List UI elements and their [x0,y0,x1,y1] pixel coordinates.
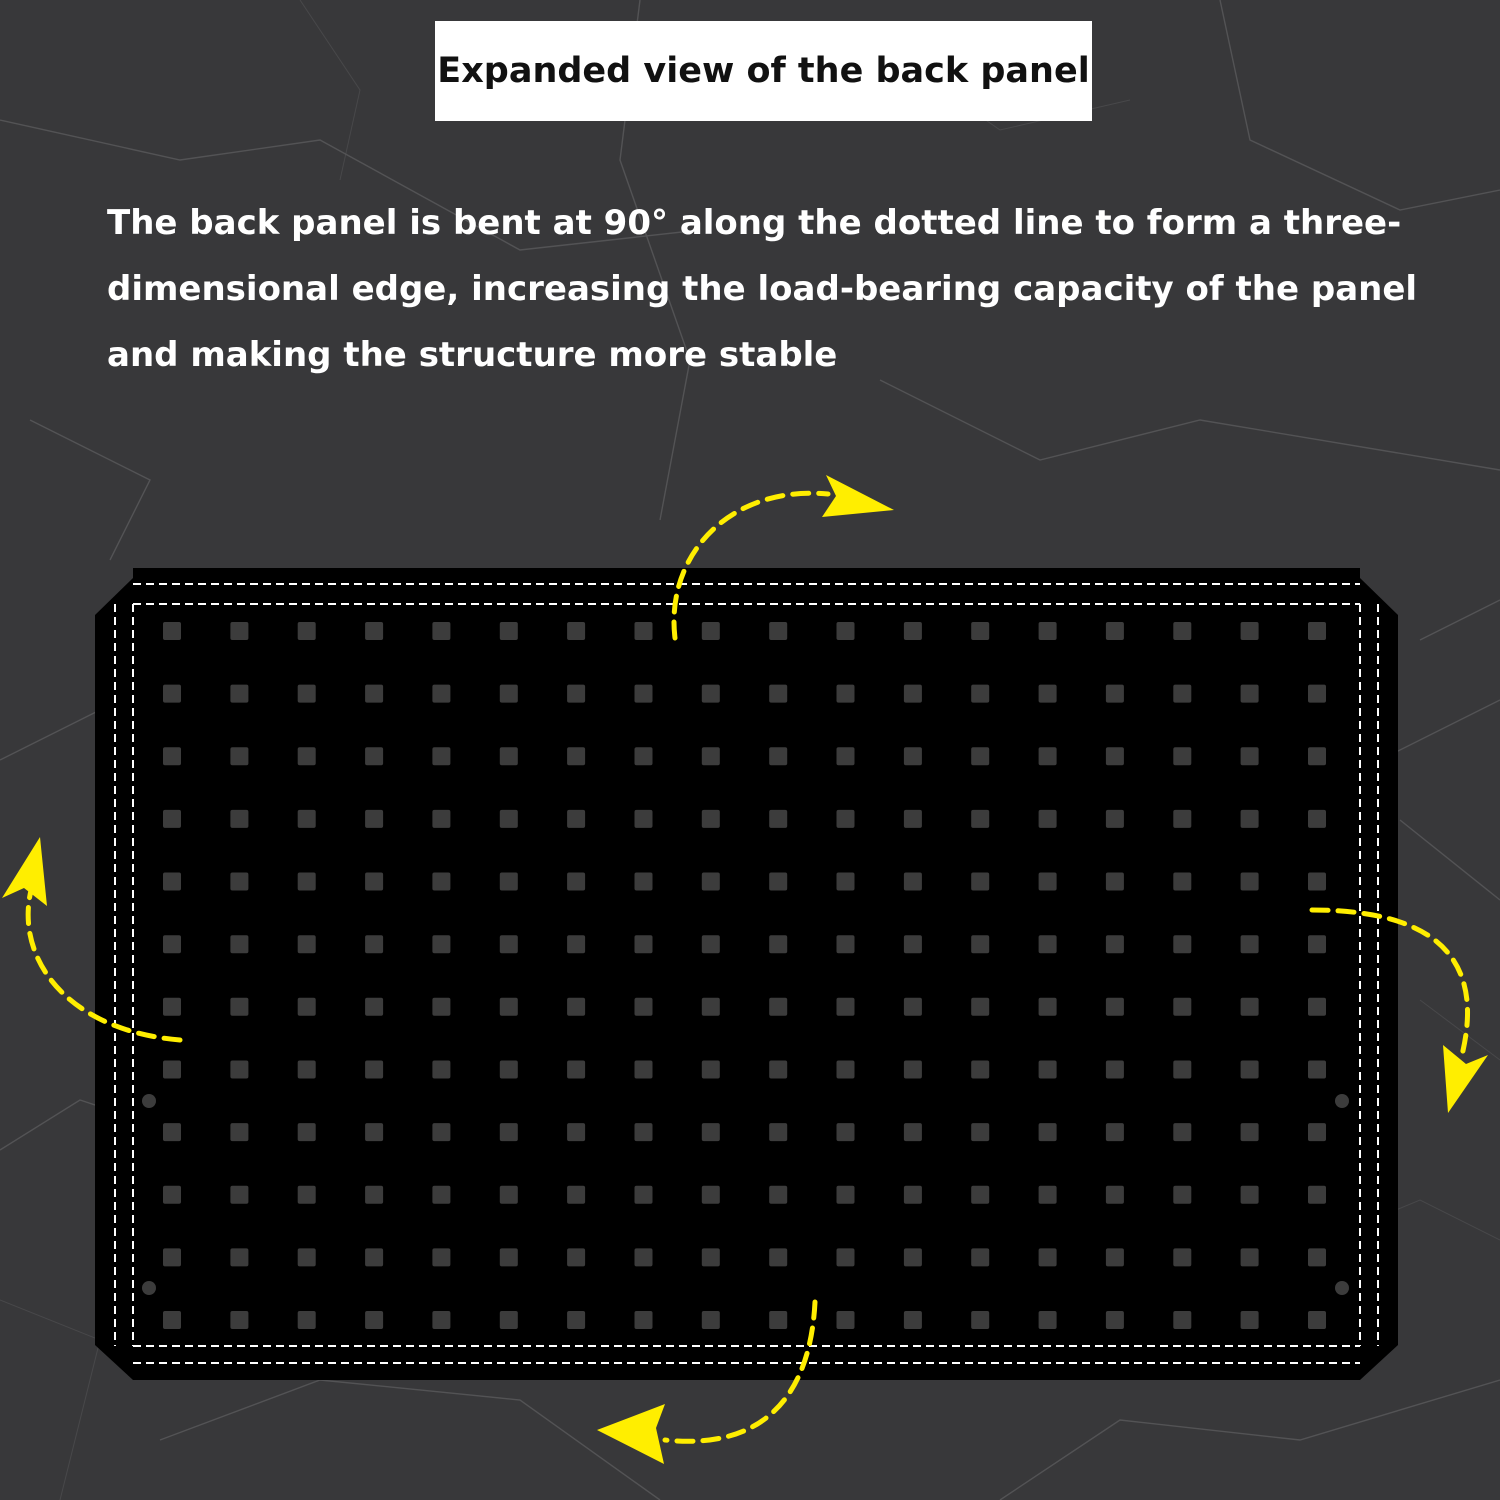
peg-hole [971,1311,989,1329]
peg-hole [837,998,855,1016]
peg-hole [163,1248,181,1266]
peg-hole [837,622,855,640]
peg-hole [230,747,248,765]
peg-hole [500,810,518,828]
peg-hole [971,935,989,953]
peg-hole [904,935,922,953]
peg-hole [702,998,720,1016]
peg-hole [500,935,518,953]
peg-hole [1308,810,1326,828]
peg-hole [769,1123,787,1141]
peg-hole [365,810,383,828]
peg-hole [1039,873,1057,891]
peg-hole [432,935,450,953]
peg-hole [1241,810,1259,828]
peg-hole [567,810,585,828]
peg-hole [163,810,181,828]
peg-hole [1106,998,1124,1016]
peg-hole [702,1248,720,1266]
peg-hole [1173,873,1191,891]
peg-hole [163,1186,181,1204]
peg-hole [1241,935,1259,953]
peg-hole [365,1123,383,1141]
peg-hole [298,622,316,640]
peg-hole [365,1061,383,1079]
peg-hole [904,998,922,1016]
peg-hole [1106,685,1124,703]
peg-hole [1039,622,1057,640]
peg-hole [837,1123,855,1141]
peg-hole [500,685,518,703]
peg-hole [1241,747,1259,765]
peg-hole [567,1248,585,1266]
left-arrowhead [2,837,47,906]
peg-hole [1106,622,1124,640]
peg-hole [702,810,720,828]
peg-hole [365,747,383,765]
peg-hole [904,622,922,640]
peg-hole [230,935,248,953]
peg-hole [298,1061,316,1079]
peg-hole [837,873,855,891]
peg-hole [298,1186,316,1204]
peg-hole [1308,1061,1326,1079]
peg-hole [567,1123,585,1141]
peg-hole [1039,1186,1057,1204]
peg-hole [500,1061,518,1079]
peg-hole [567,1061,585,1079]
peg-hole [702,1061,720,1079]
peg-hole [635,873,653,891]
peg-hole [432,1061,450,1079]
peg-hole [837,1311,855,1329]
peg-hole [365,998,383,1016]
back-panel [95,568,1398,1380]
peg-hole [1173,1123,1191,1141]
peg-hole [567,935,585,953]
peg-hole [1039,935,1057,953]
peg-hole [163,935,181,953]
peg-hole [365,1248,383,1266]
peg-hole [230,1123,248,1141]
peg-hole [230,685,248,703]
peg-hole [837,810,855,828]
peg-hole [769,1248,787,1266]
peg-hole [365,1311,383,1329]
peg-hole [298,998,316,1016]
top-arrowhead [822,475,894,517]
peg-hole [1039,747,1057,765]
peg-hole [1106,810,1124,828]
peg-hole [837,685,855,703]
peg-hole [1241,873,1259,891]
peg-hole [1241,685,1259,703]
peg-hole [1039,1248,1057,1266]
peg-hole [1308,1123,1326,1141]
peg-hole [971,747,989,765]
peg-hole [837,935,855,953]
peg-hole [769,622,787,640]
peg-hole [837,1061,855,1079]
peg-hole [1308,685,1326,703]
peg-hole [702,1311,720,1329]
peg-hole [230,810,248,828]
peg-hole [769,747,787,765]
peg-hole [971,1123,989,1141]
peg-hole [567,685,585,703]
peg-hole [837,1186,855,1204]
peg-hole [163,685,181,703]
peg-hole [163,873,181,891]
peg-hole [567,622,585,640]
peg-hole [702,685,720,703]
peg-hole [567,1311,585,1329]
peg-hole [1173,1311,1191,1329]
peg-hole [1106,1123,1124,1141]
peg-hole [365,873,383,891]
peg-hole [298,1311,316,1329]
peg-hole [432,998,450,1016]
peg-hole [635,935,653,953]
peg-hole [365,935,383,953]
peg-hole [1173,622,1191,640]
peg-hole [163,1061,181,1079]
peg-hole [1173,935,1191,953]
peg-hole [230,622,248,640]
peg-hole [904,873,922,891]
peg-hole [298,685,316,703]
peg-hole [1106,1248,1124,1266]
peg-hole [1106,935,1124,953]
peg-hole [971,1248,989,1266]
peg-hole [702,1186,720,1204]
peg-hole [567,747,585,765]
peg-hole [163,998,181,1016]
peg-hole [1241,1311,1259,1329]
peg-hole [971,685,989,703]
peg-hole [971,1061,989,1079]
peg-hole [1106,747,1124,765]
peg-hole [230,998,248,1016]
peg-hole [432,1123,450,1141]
peg-hole [904,1123,922,1141]
peg-hole [500,622,518,640]
peg-hole [432,1248,450,1266]
peg-hole [500,1248,518,1266]
peg-hole [365,685,383,703]
peg-hole [769,998,787,1016]
peg-hole [635,1061,653,1079]
peg-hole [500,873,518,891]
peg-hole [635,998,653,1016]
peg-hole [163,1123,181,1141]
peg-hole [500,998,518,1016]
peg-hole [432,1311,450,1329]
peg-hole [1173,1248,1191,1266]
peg-hole [1106,1311,1124,1329]
peg-hole [702,747,720,765]
peg-hole [635,1248,653,1266]
peg-hole [1241,1123,1259,1141]
peg-hole [365,1186,383,1204]
peg-hole [298,873,316,891]
peg-hole [971,1186,989,1204]
peg-hole [904,1248,922,1266]
peg-hole [1173,998,1191,1016]
peg-hole [567,873,585,891]
peg-hole [837,747,855,765]
peg-hole [1106,873,1124,891]
peg-hole [635,685,653,703]
peg-hole [1173,1186,1191,1204]
bottom-arrowhead [597,1404,665,1464]
peg-hole [1308,873,1326,891]
peg-hole [1308,1186,1326,1204]
peg-hole [971,622,989,640]
peg-hole [1241,998,1259,1016]
peg-hole [1308,935,1326,953]
peg-hole [1039,685,1057,703]
peg-hole [567,998,585,1016]
peg-hole [1241,1248,1259,1266]
page-title: Expanded view of the back panel [437,51,1090,91]
peg-hole [904,810,922,828]
peg-hole [1106,1061,1124,1079]
peg-hole [702,935,720,953]
peg-hole [769,935,787,953]
peg-hole [702,622,720,640]
peg-hole [1308,622,1326,640]
peg-hole [432,1186,450,1204]
peg-hole [1241,1186,1259,1204]
peg-hole [432,810,450,828]
peg-hole [163,622,181,640]
peg-hole [1106,1186,1124,1204]
peg-hole [971,873,989,891]
peg-hole [432,622,450,640]
peg-hole [298,810,316,828]
peg-hole [635,1123,653,1141]
peg-hole [298,1248,316,1266]
peg-hole [500,1186,518,1204]
peg-hole [500,1311,518,1329]
peg-hole [1173,685,1191,703]
peg-hole [432,873,450,891]
peg-hole [230,1186,248,1204]
peg-hole [635,810,653,828]
peg-hole [904,1311,922,1329]
peg-hole [904,1061,922,1079]
peg-hole [1173,810,1191,828]
peg-hole [971,998,989,1016]
peg-hole [500,1123,518,1141]
peg-hole [1241,1061,1259,1079]
peg-hole [635,622,653,640]
peg-hole [769,810,787,828]
peg-hole [702,1123,720,1141]
peg-hole [1173,1061,1191,1079]
description-text: The back panel is bent at 90° along the dotted line to form a three-dimensional edge, increasing the load-bearing capacity of the panel and making the structure more stable [107,203,1418,375]
peg-hole [1308,747,1326,765]
peg-hole [298,747,316,765]
peg-hole [1039,810,1057,828]
peg-hole [904,747,922,765]
peg-hole [567,1186,585,1204]
peg-hole [1308,1248,1326,1266]
peg-hole [230,1311,248,1329]
peg-hole [163,1311,181,1329]
peg-hole [1308,998,1326,1016]
peg-hole [769,685,787,703]
peg-hole [769,873,787,891]
peg-hole [1308,1311,1326,1329]
peg-hole [635,747,653,765]
peg-hole [635,1311,653,1329]
peg-hole [298,1123,316,1141]
peg-hole [230,1248,248,1266]
peg-hole [432,747,450,765]
peg-hole [500,747,518,765]
peg-hole [904,685,922,703]
peg-hole [365,622,383,640]
peg-hole [769,1311,787,1329]
peg-hole [1039,1061,1057,1079]
peg-hole [635,1186,653,1204]
peg-hole [904,1186,922,1204]
peg-hole [1173,747,1191,765]
right-arrowhead [1443,1045,1488,1113]
peg-hole [1039,1123,1057,1141]
peg-hole [1241,622,1259,640]
peg-hole [702,873,720,891]
peg-hole [163,747,181,765]
peg-hole [298,935,316,953]
peg-hole [1039,1311,1057,1329]
peg-hole [837,1248,855,1266]
peg-hole [769,1061,787,1079]
peg-hole [769,1186,787,1204]
peg-hole [230,1061,248,1079]
peg-hole [230,873,248,891]
peg-hole [971,810,989,828]
peg-hole [432,685,450,703]
peg-hole [1039,998,1057,1016]
